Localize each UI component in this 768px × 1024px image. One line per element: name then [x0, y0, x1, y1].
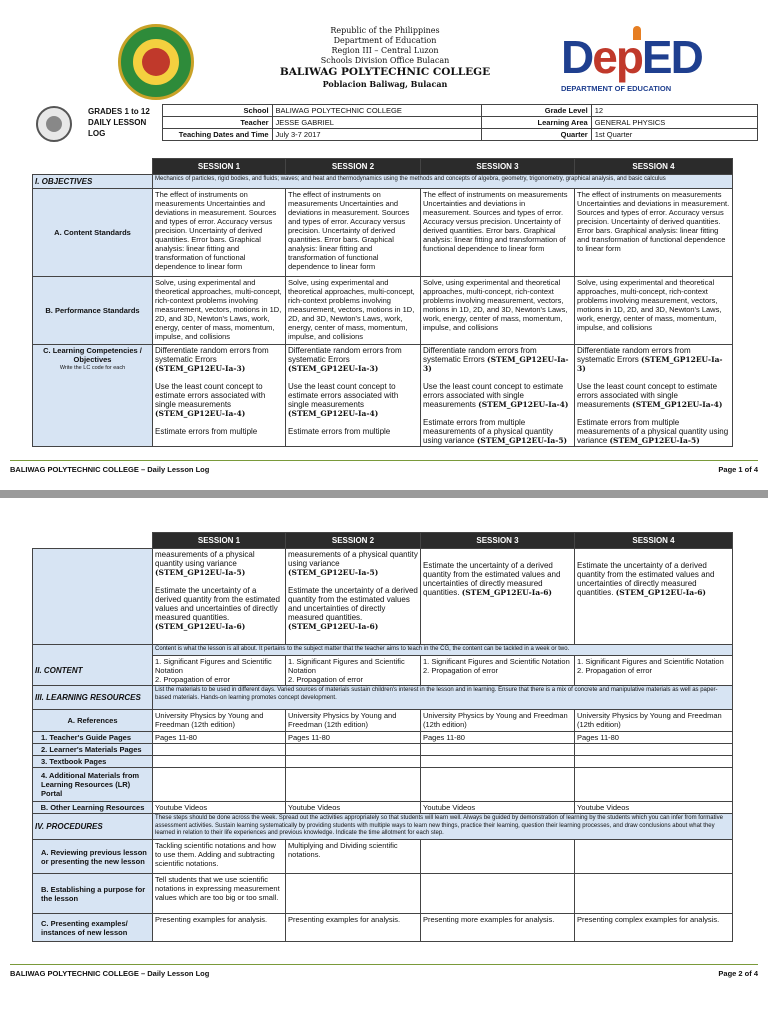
lc-code: (STEM_GP12EU-Ia-3)	[155, 364, 246, 373]
competencies-note: Write the LC code for each	[59, 365, 126, 371]
session-3-header: SESSION 3	[421, 159, 575, 175]
lc-code: (STEM_GP12EU-Ia-6)	[461, 588, 552, 597]
letterhead	[0, 18, 768, 100]
reviewing-s1: Tackling scientific notations and how to use them. Adding and subtracting scientific notations.	[153, 840, 286, 874]
competencies-s3	[421, 345, 575, 447]
lc-code: (STEM_GP12EU-Ia-5)	[288, 568, 379, 577]
lc-text: measurements of a physical quantity using variance	[288, 550, 418, 568]
deped-subtitle: DEPARTMENT OF EDUCATION	[561, 84, 672, 93]
learning-area-label: Learning Area	[482, 117, 591, 129]
content-item: 2. Propagation of error	[288, 675, 364, 684]
competencies-s4	[575, 345, 733, 447]
references-s2: University Physics by Young and Freedman (12th edition)	[286, 710, 421, 732]
session-1-header: SESSION 1	[153, 159, 286, 175]
lc-code: (STEM_GP12EU-Ia-6)	[615, 588, 706, 597]
lc-text: Estimate errors from multiple	[155, 427, 258, 436]
lc-text: Use the least count concept to estimate errors associated with single measurements	[288, 382, 399, 409]
republic-line: Republic of the Philippines	[330, 26, 440, 35]
lc-code: (STEM_GP12EU-Ia-4)	[288, 409, 379, 418]
lc-text: Use the least count concept to estimate errors associated with single measurements	[155, 382, 266, 409]
content-item: 1. Significant Figures and Scientific Notation	[288, 657, 405, 675]
tg-pages-s2: Pages 11-80	[286, 732, 421, 744]
presenting-examples-label: C. Presenting examples/ instances of new lesson	[33, 914, 153, 942]
lc-text: measurements of a physical quantity using variance	[577, 427, 729, 445]
references-s4: University Physics by Young and Freedman (12th edition)	[575, 710, 733, 732]
competencies-s2	[286, 345, 421, 447]
content-item: 2. Propagation of error	[423, 666, 499, 675]
deped-logo: DepED DEPARTMENT OF EDUCATION	[555, 24, 735, 98]
lc-code: (STEM_GP12EU-Ia-4)	[632, 400, 723, 409]
competencies-s1	[153, 345, 286, 447]
other-s3: Youtube Videos	[421, 802, 575, 814]
school-address: Poblacion Baliwag, Bulacan	[322, 79, 448, 89]
content-item: 1. Significant Figures and Scientific Notation	[577, 657, 724, 666]
content-standards-s4: The effect of instruments on measurements Uncertainties and deviations in measurement. Sources and types of error. Accuracy versus precision. Uncertainty of derived quantities. Error bars. Graphical analysis: linear fitting and transformation of functional dependence to linear form	[575, 189, 733, 277]
school-seal-logo	[118, 24, 194, 100]
lc-text: Differentiate random errors from systematic Errors	[288, 346, 402, 364]
lc-text: Use the least count concept to estimate errors associated with single measurements	[423, 382, 564, 409]
lc-code: (STEM_GP12EU-Ia-5)	[609, 436, 700, 445]
school-title: BALIWAG POLYTECHNIC COLLEGE	[279, 66, 491, 78]
examples-s2: Presenting examples for analysis.	[286, 914, 421, 942]
additional-materials-label: 4. Additional Materials from Learning Resources (LR) Portal	[33, 768, 153, 802]
footer-page-number: Page 1 of 4	[718, 465, 758, 474]
content-standards-label: A. Content Standards	[33, 189, 153, 277]
content-s1	[153, 656, 286, 686]
performance-standards-s2: Solve, using experimental and theoretical approaches, multi-concept, rich-context problems involving measurement, vectors, motions in 1D, 2D, and 3D, Newton's Laws, work, energy, center of mass, momentum, impulse, and collisions	[286, 277, 421, 345]
lesson-info-table	[162, 104, 758, 141]
content-item: 1. Significant Figures and Scientific Notation	[423, 657, 570, 666]
other-s2: Youtube Videos	[286, 802, 421, 814]
lc-code: (STEM_GP12EU-Ia-4)	[478, 400, 569, 409]
letterhead-text	[240, 26, 530, 89]
session-2-header: SESSION 2	[286, 533, 421, 549]
session-4-header: SESSION 4	[575, 159, 733, 175]
lc-code: (STEM_GP12EU-Ia-3)	[577, 355, 723, 373]
lesson-table-continued	[32, 532, 733, 942]
lc-text: measurements of a physical quantity using variance	[423, 427, 553, 445]
content-standards-s3: The effect of instruments on measurements Uncertainties and deviations in measurement. Sources and types of error. Accuracy versus precision. Uncertainty of derived quantities. Error bars. Graphical analysis: linear fitting and transformation of functional dependence to linear form	[421, 189, 575, 277]
content-s4	[575, 656, 733, 686]
footer-title: BALIWAG POLYTECHNIC COLLEGE – Daily Lesson Log	[10, 465, 210, 474]
lc-text: Estimate the uncertainty of a derived quantity from the estimated values and uncertainties of directly measured quantities.	[423, 561, 561, 597]
school-label: School	[163, 105, 273, 117]
lc-text: Estimate the uncertainty of a derived quantity from the estimated values and uncertainties of directly measured quantities.	[155, 586, 280, 622]
objectives-heading: I. OBJECTIVES	[33, 175, 153, 189]
lc-text: measurements of a physical quantity using variance	[155, 550, 255, 568]
reviewing-s2: Multiplying and Dividing scientific notations.	[286, 840, 421, 874]
learners-materials-label: 2. Learner's Materials Pages	[33, 744, 153, 756]
division-line: Schools Division Office Bulacan	[320, 56, 450, 65]
teachers-guide-label: 1. Teacher's Guide Pages	[33, 732, 153, 744]
content-intro: Content is what the lesson is all about. It pertains to the subject matter that the teacher aims to teach in the CG, the content can be tackled in a week or two.	[153, 645, 733, 656]
tg-pages-s4: Pages 11-80	[575, 732, 733, 744]
competencies-cont-s1	[153, 549, 286, 645]
teacher-value: JESSE GABRIEL	[272, 117, 482, 129]
textbook-pages-label: 3. Textbook Pages	[33, 756, 153, 768]
document-page-1	[0, 0, 768, 490]
content-s2	[286, 656, 421, 686]
session-1-header: SESSION 1	[153, 533, 286, 549]
grade-level-value: 12	[591, 105, 757, 117]
lc-text: Estimate errors from multiple	[577, 418, 680, 427]
footer-title: BALIWAG POLYTECHNIC COLLEGE – Daily Lesson Log	[10, 969, 210, 978]
grades-box	[88, 104, 160, 146]
procedures-intro: These steps should be done across the week. Spread out the activities appropriately so that students will learn well. Always be guided by demonstration of learning by the students which you can infer from formative assessment activities. Sustain learning systematically by providing students with multiple ways to learn new things, practice their learning, question their learning processes, and draw conclusions about what they learned in relation to their life experiences and previous knowledge. Indicate the time allotment for each step.	[153, 814, 733, 840]
lesson-info-bar	[10, 104, 758, 146]
lc-code: (STEM_GP12EU-Ia-5)	[476, 436, 568, 445]
content-standards-s2: The effect of instruments on measurements Uncertainties and deviations in measurement. Sources and types of error. Accuracy versus precision. Uncertainty of derived quantities. Error bars. Graphical analysis: linear fitting and transformation of functional dependence to linear form	[286, 189, 421, 277]
other-s1: Youtube Videos	[153, 802, 286, 814]
lc-text: Differentiate random errors from systematic Errors	[423, 346, 537, 364]
performance-standards-s4: Solve, using experimental and theoretical approaches, multi-concept, rich-context problems involving measurement, vectors, motions in 1D, 2D, and 3D, Newton's Laws, work, energy, center of mass, momentum, impulse, and collisions	[575, 277, 733, 345]
lc-code: (STEM_GP12EU-Ia-6)	[288, 622, 379, 631]
lc-code: (STEM_GP12EU-Ia-4)	[155, 409, 246, 418]
content-standards-s1: The effect of instruments on measurements Uncertainties and deviations in measurement. Sources and types of error. Accuracy versus precision. Uncertainty of derived quantities. Error bars. Graphical analysis: linear fitting and transformation of functional dependence to linear form	[153, 189, 286, 277]
page-2-footer	[10, 964, 758, 979]
lc-code: (STEM_GP12EU-Ia-3)	[288, 364, 379, 373]
lc-text: Estimate the uncertainty of a derived quantity from the estimated values and uncertainties of directly measured quantities.	[577, 561, 715, 597]
references-s1: University Physics by Young and Freedman (12th edition)	[153, 710, 286, 732]
lc-text: Estimate errors from multiple	[423, 418, 526, 427]
grades-label: GRADES 1 to 12	[88, 107, 150, 116]
content-spacer	[33, 645, 153, 656]
competencies-label: C. Learning Competencies / Objectives	[43, 346, 142, 364]
references-s3: University Physics by Young and Freedman (12th edition)	[421, 710, 575, 732]
region-line: Region III – Central Luzon	[331, 46, 439, 55]
deped-seal-logo	[36, 106, 72, 142]
resources-heading: III. LEARNING RESOURCES	[33, 686, 153, 710]
lc-text: Use the least count concept to estimate errors associated with single measurements	[577, 382, 718, 409]
tg-pages-s1: Pages 11-80	[153, 732, 286, 744]
content-item: 1. Significant Figures and Scientific Notation	[155, 657, 272, 675]
examples-s1: Presenting examples for analysis.	[153, 914, 286, 942]
lc-code: (STEM_GP12EU-Ia-6)	[155, 622, 246, 631]
lc-text: Differentiate random errors from systematic Errors	[577, 346, 691, 364]
resources-intro: List the materials to be used in different days. Varied sources of materials sustain children's interest in the lesson and in learning. Ensure that there is a mix of concrete and manipulative materials as well as paper-based materials. Hands-on learning promotes concept development.	[153, 686, 733, 710]
document-page-2	[0, 498, 768, 1024]
session-2-header: SESSION 2	[286, 159, 421, 175]
dates-value: July 3-7 2017	[272, 129, 482, 141]
performance-standards-label: B. Performance Standards	[33, 277, 153, 345]
purpose-label: B. Establishing a purpose for the lesson	[33, 874, 153, 914]
competencies-cont-s3	[421, 549, 575, 645]
performance-standards-s3: Solve, using experimental and theoretical approaches, multi-concept, rich-context problems involving measurement, vectors, motions in 1D, 2D, and 3D, Newton's Laws, work, energy, center of mass, momentum, impulse, and collisions	[421, 277, 575, 345]
footer-page-number: Page 2 of 4	[718, 969, 758, 978]
learning-area-value: GENERAL PHYSICS	[591, 117, 757, 129]
other-s4: Youtube Videos	[575, 802, 733, 814]
lc-text: Estimate the uncertainty of a derived quantity from the estimated values and uncertainties of directly measured quantities.	[288, 586, 418, 622]
examples-s4: Presenting complex examples for analysis.	[575, 914, 733, 942]
objectives-table	[32, 158, 733, 447]
competencies-cont-s4	[575, 549, 733, 645]
tg-pages-s3: Pages 11-80	[421, 732, 575, 744]
lc-text: Differentiate random errors from systematic Errors	[155, 346, 269, 364]
teacher-label: Teacher	[163, 117, 273, 129]
competencies-cont-label	[33, 549, 153, 645]
purpose-s1: Tell students that we use scientific notations in expressing measurement values which are too big or too small.	[153, 874, 286, 914]
content-s3	[421, 656, 575, 686]
page-separator	[0, 490, 768, 498]
content-heading: II. CONTENT	[33, 656, 153, 686]
objectives-intro: Mechanics of particles, rigid bodies, and fluids; waves; and heat and thermodynamics using the methods and concepts of algebra, geometry, trigonometry, graphical analysis, and basic calculus	[153, 175, 733, 189]
lc-code: (STEM_GP12EU-Ia-3)	[423, 355, 569, 373]
lc-text: Estimate errors from multiple	[288, 427, 391, 436]
lc-code: (STEM_GP12EU-Ia-5)	[155, 568, 246, 577]
competencies-cont-s2	[286, 549, 421, 645]
other-resources-label: B. Other Learning Resources	[33, 802, 153, 814]
performance-standards-s1: Solve, using experimental and theoretical approaches, multi-concept, rich-context problems involving measurement, vectors, motions in 1D, 2D, and 3D, Newton's Laws, work, energy, center of mass, momentum, impulse, and collisions	[153, 277, 286, 345]
content-item: 2. Propagation of error	[155, 675, 231, 684]
quarter-label: Quarter	[482, 129, 591, 141]
grade-level-label: Grade Level	[482, 105, 591, 117]
references-label: A. References	[33, 710, 153, 732]
school-value: BALIWAG POLYTECHNIC COLLEGE	[272, 105, 482, 117]
procedures-heading: IV. PROCEDURES	[33, 814, 153, 840]
page-1-footer	[10, 460, 758, 475]
quarter-value: 1st Quarter	[591, 129, 757, 141]
session-3-header: SESSION 3	[421, 533, 575, 549]
log-label: DAILY LESSON LOG	[88, 118, 147, 138]
session-4-header: SESSION 4	[575, 533, 733, 549]
examples-s3: Presenting more examples for analysis.	[421, 914, 575, 942]
reviewing-lesson-label: A. Reviewing previous lesson or presenting the new lesson	[33, 840, 153, 874]
department-line: Department of Education	[333, 36, 437, 45]
content-item: 2. Propagation of error	[577, 666, 653, 675]
dates-label: Teaching Dates and Time	[163, 129, 273, 141]
competencies-label-cell	[33, 345, 153, 447]
